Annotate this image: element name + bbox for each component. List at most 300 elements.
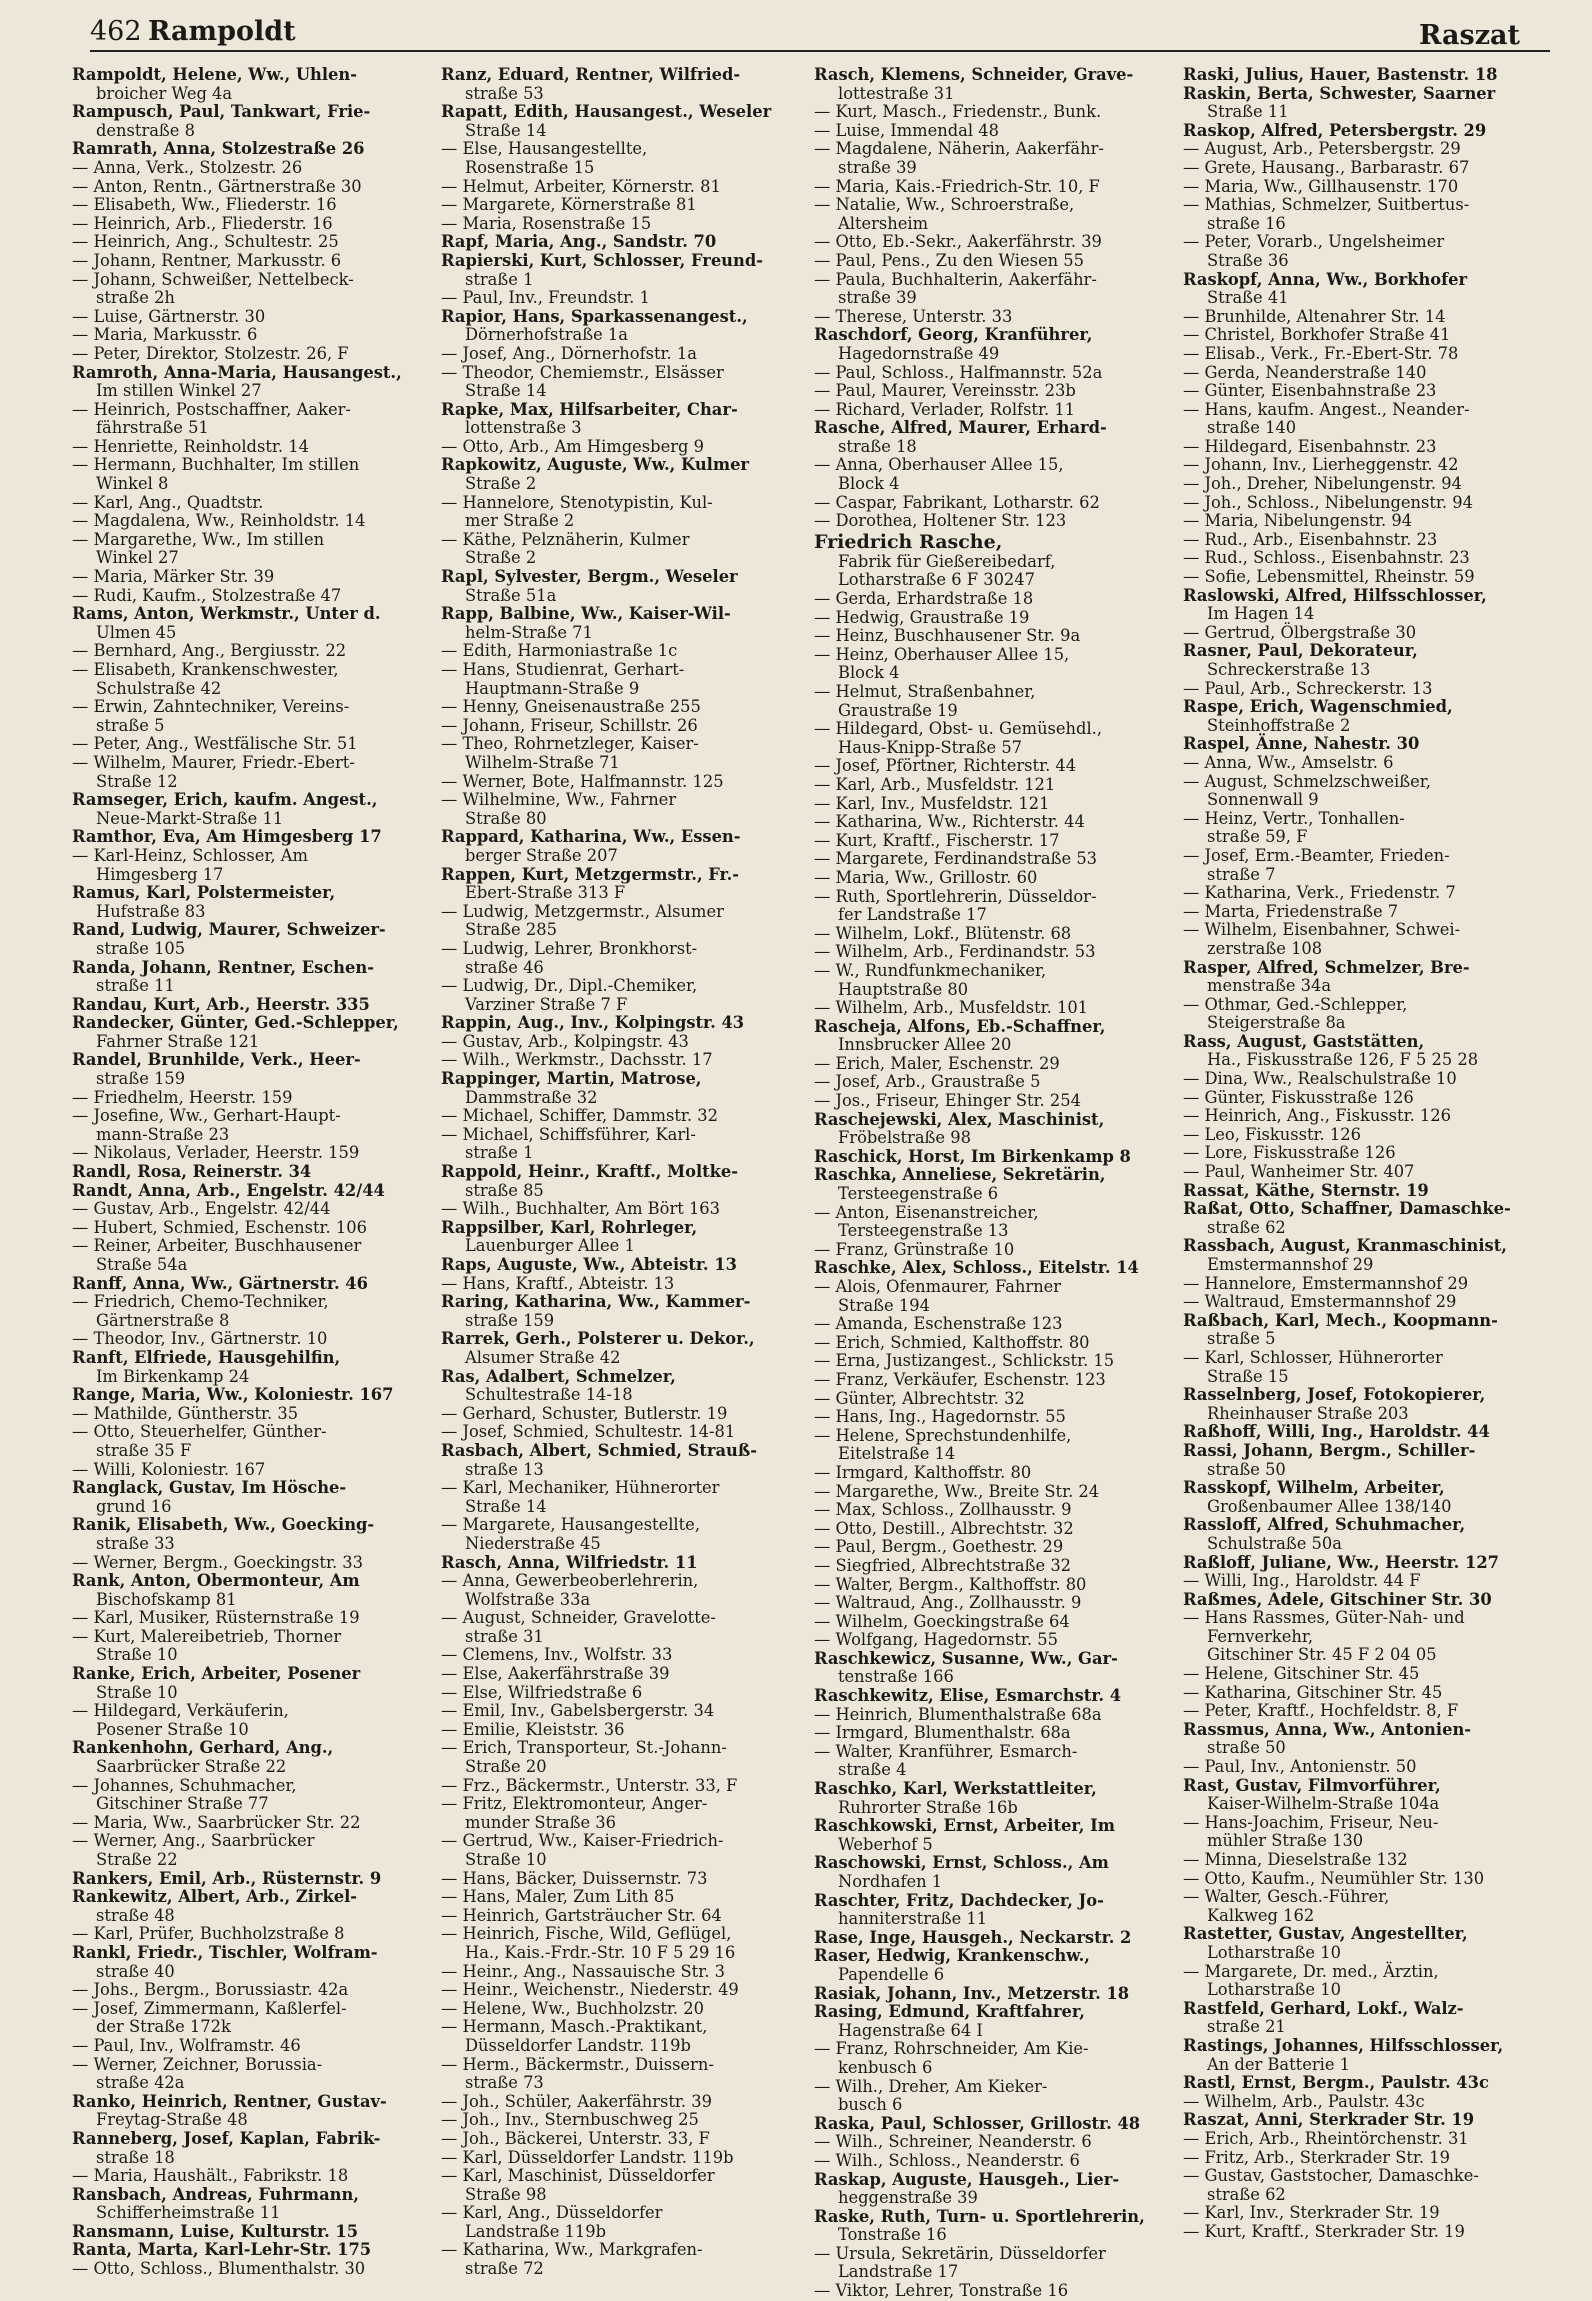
entry-line: — Josef, Ang., Dörnerhofstr. 1a — [441, 343, 697, 363]
entry-continuation: mühler Straße 130 — [1207, 1831, 1364, 1851]
entry-continuation: Straße 11 — [1207, 102, 1289, 122]
column-4 — [1183, 66, 1543, 2256]
entry-line: — Anton, Eisenanstreicher, — [814, 1202, 1039, 1222]
entry-line: — Gerhard, Schuster, Butlerstr. 19 — [441, 1403, 728, 1423]
entry-continuation: Straße 10 — [96, 1645, 178, 1665]
entry-line: — Gerda, Neanderstraße 140 — [1183, 362, 1427, 382]
entry-line: — Kurt, Masch., Friedenstr., Bunk. — [814, 102, 1102, 122]
entry-continuation: Ruhrorter Straße 16b — [838, 1797, 1018, 1817]
entry-line: — Katharina, Verk., Friedenstr. 7 — [1183, 883, 1456, 903]
entry-continuation: straße 16 — [1207, 213, 1286, 233]
entry-continuation: straße 105 — [96, 938, 186, 958]
entry-line: — Maria, Ww., Gillhausenstr. 170 — [1183, 176, 1459, 196]
entry-line: — Dina, Ww., Realschulstraße 10 — [1183, 1069, 1457, 1089]
entry-continuation: Straße 14 — [465, 120, 547, 140]
entry-line: — Johann, Inv., Lierheggenstr. 42 — [1183, 455, 1459, 475]
entry-surname-line: Ransbach, Andreas, Fuhrmann, — [72, 2184, 359, 2204]
entry-line: — Hans, Studienrat, Gerhart- — [441, 660, 685, 679]
entry-line: — Caspar, Fabrikant, Lotharstr. 62 — [814, 492, 1100, 512]
entry-surname-line: Rarrek, Gerh., Polsterer u. Dekor., — [441, 1329, 755, 1349]
entry-line: — Hans, Ing., Hagedornstr. 55 — [814, 1407, 1066, 1427]
entry-surname-line: Rapke, Max, Hilfsarbeiter, Char- — [441, 399, 738, 419]
entry-surname-line: Raschejewski, Alex, Maschinist, — [814, 1109, 1105, 1129]
entry-line: — Hans, Bäcker, Duissernstr. 73 — [441, 1868, 708, 1888]
entry-continuation: straße 42a — [96, 2073, 185, 2093]
entry-surname-line: Raspel, Änne, Nahestr. 30 — [1183, 734, 1420, 754]
right-keyword: Raszat — [1418, 20, 1520, 51]
entry-continuation: Ebert-Straße 313 F — [465, 883, 626, 903]
entry-line: — Joh., Bäckerei, Unterstr. 33, F — [441, 2128, 710, 2148]
entry-continuation: kenbusch 6 — [838, 2057, 933, 2077]
entry-continuation: Wolfstraße 33a — [465, 1589, 591, 1609]
entry-surname-line: Raschkewitz, Elise, Esmarchstr. 4 — [814, 1686, 1122, 1706]
entry-continuation: lottestraße 31 — [838, 83, 955, 103]
entry-line: — Otto, Eb.-Sekr., Aakerfährstr. 39 — [814, 232, 1102, 252]
entry-continuation: straße 159 — [465, 1310, 555, 1330]
entry-line: — Werner, Ang., Saarbrücker — [72, 1831, 315, 1851]
entry-surname-line: Rassbach, August, Kranmaschinist, — [1183, 1236, 1507, 1256]
entry-line: — Helene, Sprechstundenhilfe, — [814, 1425, 1072, 1445]
entry-continuation: straße 31 — [465, 1626, 544, 1646]
entry-surname-line: Raschkowski, Ernst, Arbeiter, Im — [814, 1816, 1115, 1836]
entry-continuation: Im stillen Winkel 27 — [96, 381, 262, 401]
column-2 — [441, 65, 801, 2279]
entry-line: — Wilh., Werkmstr., Dachsstr. 17 — [441, 1050, 713, 1070]
page-header — [90, 10, 1550, 52]
entry-surname-line: Randecker, Günter, Ged.-Schlepper, — [72, 1013, 399, 1033]
entry-continuation: Dammstraße 32 — [465, 1087, 598, 1107]
entry-line: — Otto, Kaufm., Neumühler Str. 130 — [1183, 1868, 1485, 1888]
entry-surname-line: Raski, Julius, Hauer, Bastenstr. 18 — [1183, 65, 1498, 84]
entry-line: — Joh., Schloss., Nibelungenstr. 94 — [1183, 492, 1473, 512]
page-number: 462 — [90, 16, 142, 47]
entry-line: — Maria, Kais.-Friedrich-Str. 10, F — [814, 176, 1100, 196]
entry-line: — Heinrich, Ang., Fiskusstr. 126 — [1183, 1106, 1452, 1126]
entry-surname-line: Raskap, Auguste, Hausgeh., Lier- — [814, 2169, 1120, 2189]
entry-line: — Margarethe, Ww., Breite Str. 24 — [814, 1481, 1100, 1501]
entry-continuation: straße 159 — [96, 1069, 186, 1089]
entry-continuation: Block 4 — [838, 474, 900, 494]
entry-surname-line: Rasch, Anna, Wilfriedstr. 11 — [441, 1552, 698, 1572]
column-3 — [814, 65, 1174, 2301]
entry-line: — Wilhelm, Arb., Ferdinandstr. 53 — [814, 942, 1096, 962]
entry-surname-line: Rassat, Käthe, Sternstr. 19 — [1183, 1180, 1429, 1200]
entry-line: — Hildegard, Eisenbahnstr. 23 — [1183, 436, 1437, 456]
entry-surname-line: Raßmes, Adele, Gitschiner Str. 30 — [1183, 1589, 1492, 1609]
entry-continuation: straße 72 — [465, 2259, 544, 2279]
entry-continuation: straße 39 — [838, 288, 917, 308]
entry-continuation: Hauptmann-Straße 9 — [465, 678, 640, 698]
entry-continuation: Ha., Fiskusstraße 126, F 5 25 28 — [1207, 1050, 1479, 1070]
entry-surname-line: Rampusch, Paul, Tankwart, Frie- — [72, 102, 371, 122]
entry-line: — Christel, Borkhofer Straße 41 — [1183, 325, 1451, 345]
entry-continuation: heggenstraße 39 — [838, 2188, 978, 2208]
entry-line: — Karl, Maschinist, Düsseldorfer — [441, 2166, 715, 2186]
entry-line: — Günter, Fiskusstraße 126 — [1183, 1087, 1414, 1107]
entry-line: — Margarete, Ferdinandstraße 53 — [814, 849, 1098, 869]
entry-line: — Johannes, Schuhmacher, — [72, 1775, 297, 1795]
entry-line: — Otto, Schloss., Blumenthalstr. 30 — [72, 2259, 366, 2279]
entry-surname-line: Rascheja, Alfons, Eb.-Schaffner, — [814, 1016, 1106, 1036]
entry-line: — Wolfgang, Hagedornstr. 55 — [814, 1630, 1058, 1650]
entry-surname-line: Rankers, Emil, Arb., Rüsternstr. 9 — [72, 1868, 382, 1888]
entry-line: — Friedrich, Chemo-Techniker, — [72, 1292, 329, 1312]
entry-line: — Margarete, Körnerstraße 81 — [441, 195, 697, 215]
entry-continuation: straße 50 — [1207, 1738, 1286, 1758]
entry-continuation: fer Landstraße 17 — [838, 905, 987, 925]
entry-line: — Ludwig, Dr., Dipl.-Chemiker, — [441, 976, 698, 996]
entry-line: — Friedhelm, Heerstr. 159 — [72, 1087, 293, 1107]
entry-surname-line: Raring, Katharina, Ww., Kammer- — [441, 1292, 751, 1312]
entry-line: — Katharina, Ww., Richterstr. 44 — [814, 812, 1085, 832]
entry-continuation: Dörnerhofstraße 1a — [465, 325, 628, 345]
entry-line: — Theodor, Chemiemstr., Elsässer — [441, 362, 724, 382]
entry-line: — Mathilde, Güntherstr. 35 — [72, 1403, 299, 1423]
entry-continuation: Straße 2 — [465, 548, 537, 568]
entry-continuation: Papendelle 6 — [838, 1964, 945, 1984]
entry-line: — Paul, Inv., Wolframstr. 46 — [72, 2035, 301, 2055]
entry-line: — Henriette, Reinholdstr. 14 — [72, 436, 309, 456]
entry-surname-line: Ramseger, Erich, kaufm. Angest., — [72, 790, 378, 810]
entry-line: — Mathias, Schmelzer, Suitbertus- — [1183, 195, 1470, 215]
entry-line: — Gertrud, Ölbergstraße 30 — [1183, 622, 1417, 642]
entry-line: — Margarete, Hausangestellte, — [441, 1515, 700, 1535]
entry-continuation: Schulstraße 50a — [1207, 1533, 1342, 1553]
entry-line: — Margarete, Dr. med., Ärztin, — [1183, 1961, 1439, 1981]
entry-continuation: Winkel 27 — [96, 548, 179, 568]
entry-line: — Elisabeth, Ww., Fliederstr. 16 — [72, 195, 337, 215]
entry-line: — Maria, Rosenstraße 15 — [441, 213, 652, 233]
entry-surname-line: Rappin, Aug., Inv., Kolpingstr. 43 — [441, 1013, 745, 1033]
entry-continuation: Hauptstraße 80 — [838, 979, 969, 999]
entry-line: — Karl, Musiker, Rüsternstraße 19 — [72, 1608, 360, 1628]
entry-line: — Max, Schloss., Zollhausstr. 9 — [814, 1500, 1072, 1520]
entry-line: — Fritz, Elektromonteur, Anger- — [441, 1794, 708, 1814]
entry-line: — Werner, Bergm., Goeckingstr. 33 — [72, 1552, 364, 1572]
entry-line: — Gertrud, Ww., Kaiser-Friedrich- — [441, 1831, 724, 1851]
entry-line: — Walter, Kranführer, Esmarch- — [814, 1741, 1078, 1761]
entry-surname-line: Raps, Auguste, Ww., Abteistr. 13 — [441, 1255, 737, 1274]
entry-surname-line: Raschko, Karl, Werkstattleiter, — [814, 1779, 1097, 1799]
entry-line: — Ludwig, Metzgermstr., Alsumer — [441, 901, 724, 921]
entry-line: — Hermann, Buchhalter, Im stillen — [72, 455, 360, 475]
entry-line: — Erich, Arb., Rheintörchenstr. 31 — [1183, 2128, 1469, 2148]
entry-continuation: Straße 51a — [465, 585, 557, 605]
entry-surname-line: Rand, Ludwig, Maurer, Schweizer- — [72, 920, 386, 940]
entry-line: — Hedwig, Graustraße 19 — [814, 607, 1030, 627]
entry-line: — Karl, Inv., Musfeldstr. 121 — [814, 793, 1050, 813]
entry-line: — Günter, Albrechtstr. 32 — [814, 1388, 1025, 1408]
entry-line: — Helene, Ww., Buchholzstr. 20 — [441, 1998, 704, 2018]
entry-continuation: Hufstraße 83 — [96, 901, 206, 921]
entry-line: — Joh., Dreher, Nibelungenstr. 94 — [1183, 474, 1462, 494]
entry-surname-line: Raschick, Horst, Im Birkenkamp 8 — [814, 1146, 1131, 1166]
entry-continuation: Eitelstraße 14 — [838, 1444, 956, 1464]
entry-surname-line: Raschka, Anneliese, Sekretärin, — [814, 1165, 1106, 1185]
entry-continuation: grund 16 — [96, 1496, 172, 1516]
entry-line: — Else, Wilfriedstraße 6 — [441, 1682, 643, 1702]
entry-line: — Siegfried, Albrechtstraße 32 — [814, 1555, 1072, 1575]
entry-line: — Reiner, Arbeiter, Buschhausener — [72, 1236, 362, 1256]
entry-line: — Ruth, Sportlehrerin, Düsseldor- — [814, 886, 1097, 906]
entry-surname-line: Rapierski, Kurt, Schlosser, Freund- — [441, 250, 763, 270]
entry-continuation: straße 59, F — [1207, 827, 1308, 847]
entry-line: — Richard, Verlader, Rolfstr. 11 — [814, 399, 1076, 419]
entry-line: — Paul, Inv., Antonienstr. 50 — [1183, 1757, 1417, 1777]
entry-surname-line: Rankenhohn, Gerhard, Ang., — [72, 1738, 334, 1758]
entry-continuation: Fernverkehr, — [1207, 1626, 1314, 1646]
entry-continuation: Haus-Knipp-Straße 57 — [838, 737, 1023, 757]
entry-line: — Peter, Kraftf., Hochfeldstr. 8, F — [1183, 1701, 1459, 1721]
entry-line: — Margarethe, Ww., Im stillen — [72, 529, 325, 549]
entry-surname-line: Rassi, Johann, Bergm., Schiller- — [1183, 1440, 1476, 1460]
entry-continuation: straße 11 — [96, 976, 175, 996]
entry-line: — Paul, Inv., Freundstr. 1 — [441, 288, 650, 308]
entry-surname-line: Raßloff, Juliane, Ww., Heerstr. 127 — [1183, 1552, 1499, 1572]
entry-line: — Kurt, Kraftf., Sterkrader Str. 19 — [1183, 2221, 1465, 2241]
entry-line: — Waltraud, Ang., Zollhausstr. 9 — [814, 1593, 1082, 1613]
entry-continuation: Hagenstraße 64 I — [838, 2020, 983, 2040]
entry-continuation: Straße 14 — [465, 381, 547, 401]
entry-line: — Werner, Bote, Halfmannstr. 125 — [441, 771, 724, 791]
entry-continuation: Schulstraße 42 — [96, 678, 222, 698]
entry-continuation: Rheinhauser Straße 203 — [1207, 1403, 1409, 1423]
entry-continuation: straße 1 — [465, 269, 534, 289]
entry-continuation: Lauenburger Allee 1 — [465, 1236, 635, 1256]
entry-continuation: straße 13 — [465, 1459, 544, 1479]
entry-line: — Hannelore, Emstermannshof 29 — [1183, 1273, 1469, 1293]
entry-line: — Hildegard, Obst- u. Gemüsehdl., — [814, 719, 1103, 739]
entry-continuation: Steigerstraße 8a — [1207, 1013, 1346, 1033]
entry-line: — Franz, Grünstraße 10 — [814, 1239, 1015, 1259]
entry-continuation: helm-Straße 71 — [465, 622, 593, 642]
entry-continuation: Niederstraße 45 — [465, 1533, 601, 1553]
entry-line: — Gustav, Arb., Engelstr. 42/44 — [72, 1199, 331, 1219]
entry-continuation: Posener Straße 10 — [96, 1719, 249, 1739]
entry-continuation: Straße 10 — [96, 1682, 178, 1702]
entry-line: — Werner, Zeichner, Borussia- — [72, 2054, 323, 2074]
entry-surname-line: Rappard, Katharina, Ww., Essen- — [441, 827, 741, 847]
entry-line: — Amanda, Eschenstraße 123 — [814, 1314, 1063, 1334]
entry-continuation: Steinhoffstraße 2 — [1207, 715, 1351, 735]
entry-line: — Johs., Bergm., Borussiastr. 42a — [72, 1980, 349, 2000]
entry-continuation: busch 6 — [838, 2095, 903, 2115]
entry-surname-line: Rase, Inge, Hausgeh., Neckarstr. 2 — [814, 1927, 1132, 1947]
entry-continuation: hanniterstraße 11 — [838, 1909, 988, 1929]
entry-line: — Erna, Justizangest., Schlickstr. 15 — [814, 1351, 1115, 1371]
entry-surname-line: Rasche, Alfred, Maurer, Erhard- — [814, 418, 1107, 438]
entry-line: — Paul, Arb., Schreckerstr. 13 — [1183, 678, 1433, 698]
entry-surname-line: Ramthor, Eva, Am Himgesberg 17 — [72, 827, 382, 847]
entry-surname-line: Ranneberg, Josef, Kaplan, Fabrik- — [72, 2128, 381, 2148]
entry-surname-line: Rappinger, Martin, Matrose, — [441, 1069, 702, 1089]
entry-surname-line: Ramroth, Anna-Maria, Hausangest., — [72, 362, 402, 382]
advert-name: Friedrich Rasche, — [814, 530, 1003, 553]
entry-line: — Wilhelm, Maurer, Friedr.-Ebert- — [72, 752, 355, 772]
entry-line: — Else, Hausangestellte, — [441, 139, 648, 159]
entry-surname-line: Raschkewicz, Susanne, Ww., Gar- — [814, 1648, 1118, 1668]
entry-line: — Karl, Ang., Düsseldorfer — [441, 2203, 663, 2223]
entry-continuation: broicher Weg 4a — [96, 83, 233, 103]
entry-line: — Erwin, Zahntechniker, Vereins- — [72, 697, 350, 717]
entry-line: — Wilh., Schreiner, Neanderstr. 6 — [814, 2132, 1092, 2152]
entry-surname-line: Rapp, Balbine, Ww., Kaiser-Wil- — [441, 604, 731, 624]
entry-continuation: Lotharstraße 6 F 30247 — [838, 570, 1036, 590]
entry-continuation: straße 21 — [1207, 2017, 1286, 2037]
entry-surname-line: Ranik, Elisabeth, Ww., Goecking- — [72, 1515, 375, 1535]
entry-surname-line: Rast, Gustav, Filmvorführer, — [1183, 1775, 1441, 1795]
entry-continuation: Nordhafen 1 — [838, 1872, 943, 1891]
entry-surname-line: Raske, Ruth, Turn- u. Sportlehrerin, — [814, 2206, 1145, 2226]
entry-continuation: Himgesberg 17 — [96, 864, 224, 884]
entry-continuation: Altersheim — [838, 213, 929, 233]
entry-surname-line: Raschter, Fritz, Dachdecker, Jo- — [814, 1890, 1104, 1910]
entry-line: — Othmar, Ged.-Schlepper, — [1183, 994, 1408, 1014]
entry-surname-line: Raszat, Anni, Sterkrader Str. 19 — [1183, 2110, 1475, 2130]
entry-continuation: Tersteegenstraße 13 — [838, 1221, 1009, 1241]
entry-continuation: Saarbrücker Straße 22 — [96, 1757, 287, 1777]
entry-surname-line: Rasch, Klemens, Schneider, Grave- — [814, 65, 1134, 84]
entry-line: — Helmut, Arbeiter, Körnerstr. 81 — [441, 176, 721, 196]
entry-surname-line: Ranft, Elfriede, Hausgehilfin, — [72, 1347, 341, 1367]
entry-line: — Theodor, Inv., Gärtnerstr. 10 — [72, 1329, 328, 1349]
entry-surname-line: Rasper, Alfred, Schmelzer, Bre- — [1183, 957, 1470, 977]
entry-line: — Anna, Gewerbeoberlehrerin, — [441, 1571, 699, 1591]
entry-line: — Maria, Ww., Grillostr. 60 — [814, 867, 1038, 887]
entry-line: — Erich, Schmied, Kalthoffstr. 80 — [814, 1332, 1090, 1352]
entry-line: — Otto, Steuerhelfer, Günther- — [72, 1422, 327, 1442]
entry-line: — Heinrich, Fische, Wild, Geflügel, — [441, 1924, 732, 1944]
entry-line: — Erich, Maler, Eschenstr. 29 — [814, 1053, 1060, 1073]
entry-surname-line: Rampoldt, Helene, Ww., Uhlen- — [72, 65, 358, 84]
entry-continuation: Varziner Straße 7 F — [465, 994, 628, 1014]
entry-line: — Henny, Gneisenaustraße 255 — [441, 697, 701, 717]
entry-surname-line: Ras, Adalbert, Schmelzer, — [441, 1366, 676, 1386]
entry-line: — Else, Aakerfährstraße 39 — [441, 1664, 670, 1684]
entry-continuation: Landstraße 119b — [465, 2221, 606, 2241]
entry-line: — W., Rundfunkmechaniker, — [814, 960, 1047, 980]
entry-continuation: berger Straße 207 — [465, 845, 618, 865]
entry-continuation: An der Batterie 1 — [1207, 2054, 1350, 2074]
entry-continuation: straße 33 — [96, 1533, 175, 1553]
entry-continuation: Fabrik für Gießereibedarf, — [838, 551, 1056, 571]
entry-surname-line: Rapatt, Edith, Hausangest., Weseler — [441, 102, 772, 122]
entry-continuation: Straße 194 — [838, 1295, 930, 1315]
entry-line: — Walter, Bergm., Kalthoffstr. 80 — [814, 1574, 1087, 1594]
entry-surname-line: Rassmus, Anna, Ww., Antonien- — [1183, 1719, 1472, 1739]
entry-continuation: straße 5 — [96, 715, 165, 735]
entry-surname-line: Raser, Hedwig, Krankenschw., — [814, 1946, 1090, 1966]
entry-line: — Karl, Inv., Sterkrader Str. 19 — [1183, 2203, 1440, 2223]
entry-line: — Karl, Arb., Musfeldstr. 121 — [814, 774, 1056, 794]
entry-continuation: Schultestraße 14-18 — [465, 1385, 633, 1405]
entry-line: — Josef, Arb., Graustraße 5 — [814, 1072, 1041, 1092]
entry-surname-line: Ranglack, Gustav, Im Hösche- — [72, 1478, 347, 1498]
entry-surname-line: Rankewitz, Albert, Arb., Zirkel- — [72, 1887, 358, 1907]
entry-line: — Leo, Fiskusstr. 126 — [1183, 1124, 1361, 1144]
entry-continuation: Fahrner Straße 121 — [96, 1031, 260, 1051]
entry-surname-line: Rapior, Hans, Sparkassenangest., — [441, 306, 748, 326]
entry-line: — Heinr., Weichenstr., Niederstr. 49 — [441, 1980, 739, 2000]
entry-continuation: straße 35 F — [96, 1440, 192, 1460]
entry-surname-line: Rasner, Paul, Dekorateur, — [1183, 641, 1418, 661]
entry-line: — Bernhard, Ang., Bergiusstr. 22 — [72, 641, 347, 661]
entry-continuation: Straße 22 — [96, 1850, 178, 1869]
entry-line: — Luise, Gärtnerstr. 30 — [72, 306, 266, 326]
entry-continuation: Straße 2 — [465, 474, 537, 494]
entry-line: — Edith, Harmoniastraße 1c — [441, 641, 678, 661]
entry-line: — Wilhelm, Arb., Musfeldstr. 101 — [814, 998, 1089, 1018]
entry-line: — Rud., Arb., Eisenbahnstr. 23 — [1183, 529, 1438, 549]
entry-continuation: tenstraße 166 — [838, 1667, 954, 1687]
entry-surname-line: Ranz, Eduard, Rentner, Wilfried- — [441, 65, 741, 84]
entry-line: — Hildegard, Verkäuferin, — [72, 1701, 289, 1721]
entry-line: — Maria, Märker Str. 39 — [72, 567, 275, 587]
entry-line: — Anna, Ww., Amselstr. 6 — [1183, 752, 1394, 772]
entry-line: — Dorothea, Holtener Str. 123 — [814, 511, 1067, 531]
entry-surname-line: Rasiak, Johann, Inv., Metzerstr. 18 — [814, 1983, 1130, 2003]
entry-surname-line: Raschke, Alex, Schloss., Eitelstr. 14 — [814, 1258, 1139, 1278]
entry-line: — Magdalena, Ww., Reinholdstr. 14 — [72, 511, 366, 531]
entry-continuation: Lotharstraße 10 — [1207, 1980, 1341, 2000]
entry-line: — Anna, Oberhauser Allee 15, — [814, 455, 1064, 475]
entry-surname-line: Raska, Paul, Schlosser, Grillostr. 48 — [814, 2113, 1141, 2133]
entry-line: — Ludwig, Lehrer, Bronkhorst- — [441, 938, 698, 958]
entry-continuation: Winkel 8 — [96, 474, 169, 494]
entry-continuation: denstraße 8 — [96, 120, 195, 140]
entry-line: — Michael, Schiffsführer, Karl- — [441, 1124, 696, 1144]
entry-continuation: lottenstraße 3 — [465, 418, 582, 438]
entry-continuation: Neue-Markt-Straße 11 — [96, 808, 284, 828]
entry-continuation: Rosenstraße 15 — [465, 157, 595, 177]
entry-line: — Josefine, Ww., Gerhart-Haupt- — [72, 1106, 341, 1126]
entry-surname-line: Raschowski, Ernst, Schloss., Am — [814, 1853, 1109, 1873]
entry-line: — Johann, Schweißer, Nettelbeck- — [72, 269, 354, 289]
entry-continuation: Graustraße 19 — [838, 700, 958, 720]
entry-continuation: straße 40 — [96, 1961, 175, 1981]
entry-line: — Karl-Heinz, Schlosser, Am — [72, 845, 308, 865]
entry-continuation: Straße 10 — [465, 1850, 547, 1869]
column-1 — [72, 65, 432, 2279]
entry-line: — Karl, Ang., Quadtstr. — [72, 492, 264, 512]
entry-line: — Otto, Arb., Am Himgesberg 9 — [441, 436, 704, 456]
entry-surname-line: Rams, Anton, Werkmstr., Unter d. — [72, 604, 381, 624]
left-keyword: Rampoldt — [148, 16, 296, 47]
entry-line: — Paul, Pens., Zu den Wiesen 55 — [814, 250, 1085, 270]
entry-line: — Hans-Joachim, Friseur, Neu- — [1183, 1812, 1439, 1832]
entry-continuation: Bischofskamp 81 — [96, 1589, 237, 1609]
entry-surname-line: Randa, Johann, Rentner, Eschen- — [72, 957, 374, 977]
entry-continuation: Straße 15 — [1207, 1366, 1289, 1386]
entry-line: — Heinz, Oberhauser Allee 15, — [814, 644, 1070, 664]
entry-line: — Herm., Bäckermstr., Duissern- — [441, 2054, 714, 2074]
entry-surname-line: Rasing, Edmund, Kraftfahrer, — [814, 2002, 1085, 2022]
entry-surname-line: Rastl, Ernst, Bergm., Paulstr. 43c — [1183, 2073, 1489, 2093]
entry-line: — Luise, Immendal 48 — [814, 120, 999, 140]
entry-continuation: mann-Straße 23 — [96, 1124, 230, 1144]
entry-surname-line: Ranke, Erich, Arbeiter, Posener — [72, 1664, 361, 1684]
entry-surname-line: Rapkowitz, Auguste, Ww., Kulmer — [441, 455, 749, 475]
entry-continuation: Fröbelstraße 98 — [838, 1128, 971, 1148]
entry-continuation: Sonnenwall 9 — [1207, 790, 1319, 810]
entry-continuation: straße 62 — [1207, 1217, 1286, 1237]
entry-continuation: Hagedornstraße 49 — [838, 343, 1000, 363]
entry-line: — Erich, Transporteur, St.-Johann- — [441, 1738, 727, 1758]
entry-continuation: Gitschiner Straße 77 — [96, 1794, 269, 1814]
entry-line: — Heinrich, Arb., Fliederstr. 16 — [72, 213, 333, 233]
entry-line: — Wilhelm, Arb., Paulstr. 43c — [1183, 2091, 1425, 2111]
entry-line: — Minna, Dieselstraße 132 — [1183, 1850, 1408, 1869]
